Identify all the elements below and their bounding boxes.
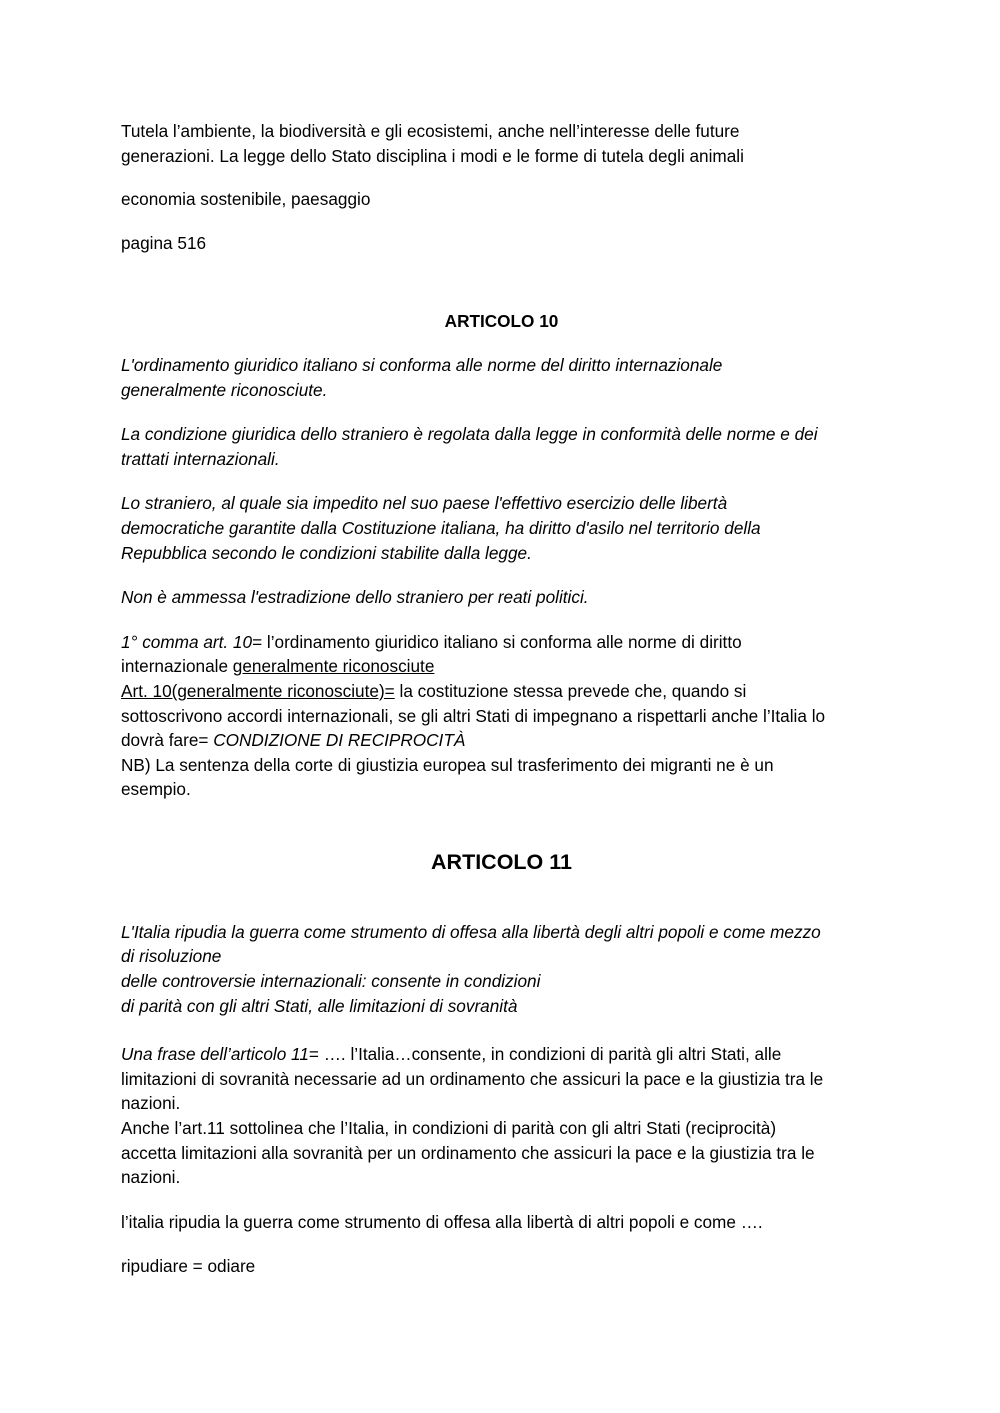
underlined-text: Art. 10(generalmente riconosciute)=: [121, 680, 395, 701]
article-10-heading: ARTICOLO 10: [444, 311, 559, 332]
text-line: L'Italia ripudia la guerra come strumento di offesa alla libertà degli altri popoli e come mezzo: [121, 921, 821, 942]
text-segment: dovrà fare=: [121, 730, 214, 751]
text-segment: = l’ordinamento giuridico italiano si conforma alle norme di diritto: [252, 631, 742, 652]
intro-line: Tutela l’ambiente, la biodiversità e gli ecosistemi, anche nell’interesse delle future: [121, 121, 740, 141]
article-11-heading: ARTICOLO 11: [431, 849, 572, 874]
text-segment: internazionale: [121, 656, 233, 677]
text-line: Anche l’art.11 sottolinea che l’Italia, in condizioni di parità con gli altri Stati (reciprocità): [121, 1118, 777, 1139]
page-reference: pagina 516: [121, 232, 207, 253]
text-line: nazioni.: [121, 1093, 181, 1114]
note-label: 1° comma art. 10: [121, 631, 253, 652]
text-line: esempio.: [121, 779, 191, 800]
text-line: di parità con gli altri Stati, alle limitazioni di sovranità: [121, 995, 518, 1016]
text-line: di risoluzione: [121, 946, 222, 967]
underlined-text: generalmente riconosciute: [232, 656, 435, 677]
text-line: sottoscrivono accordi internazionali, se gli altri Stati di impegnano a rispettarli anche l’Italia lo: [121, 705, 826, 726]
text-segment: = …. l’Italia…consente, in condizioni di parità gli altri Stati, alle: [308, 1044, 782, 1065]
text-line: generalmente riconosciute.: [121, 379, 328, 400]
art11-notes: [121, 1042, 882, 1190]
art10-paragraph-2: [121, 422, 882, 471]
text-line: limitazioni di sovranità necessarie ad un ordinamento che assicuri la pace e la giustizia tra le: [121, 1068, 824, 1089]
text-line: L'ordinamento giuridico italiano si conforma alle norme del diritto internazionale: [121, 354, 723, 375]
art10-paragraph-4: Non è ammessa l'estradizione dello straniero per reati politici.: [121, 587, 589, 608]
note-label: Una frase dell’articolo 11: [121, 1044, 309, 1065]
text-line: accetta limitazioni alla sovranità per un ordinamento che assicuri la pace e la giustizia tra le: [121, 1142, 815, 1163]
art10-notes: [121, 630, 882, 802]
emphasis-text: CONDIZIONE DI RECIPROCITÀ: [213, 730, 466, 751]
text-line: La condizione giuridica dello straniero è regolata dalla legge in conformità delle norme e dei: [121, 424, 818, 445]
art11-remark: l’italia ripudia la guerra come strumento di offesa alla libertà di altri popoli e come ….: [121, 1211, 763, 1232]
definition-note: ripudiare = odiare: [121, 1256, 256, 1277]
intro-paragraph: [121, 119, 882, 168]
art10-paragraph-3: [121, 491, 882, 565]
text-line: NB) La sentenza della corte di giustizia europea sul trasferimento dei migranti ne è un: [121, 754, 774, 775]
text-line: Repubblica secondo le condizioni stabilite dalla legge.: [121, 542, 532, 563]
text-line: Lo straniero, al quale sia impedito nel suo paese l'effettivo esercizio delle libertà: [121, 493, 728, 514]
text-line: delle controversie internazionali: consente in condizioni: [121, 971, 541, 992]
art11-quote: [121, 920, 882, 1018]
intro-line: generazioni. La legge dello Stato disciplina i modi e le forme di tutela degli animali: [121, 145, 744, 166]
text-line: trattati internazionali.: [121, 448, 280, 469]
text-line: democratiche garantite dalla Costituzione italiana, ha diritto d'asilo nel territorio della: [121, 517, 761, 538]
intro-note: economia sostenibile, paesaggio: [121, 189, 371, 210]
text-line: nazioni.: [121, 1167, 181, 1188]
text-segment: la costituzione stessa prevede che, quando si: [394, 680, 747, 701]
art10-paragraph-1: [121, 353, 882, 402]
